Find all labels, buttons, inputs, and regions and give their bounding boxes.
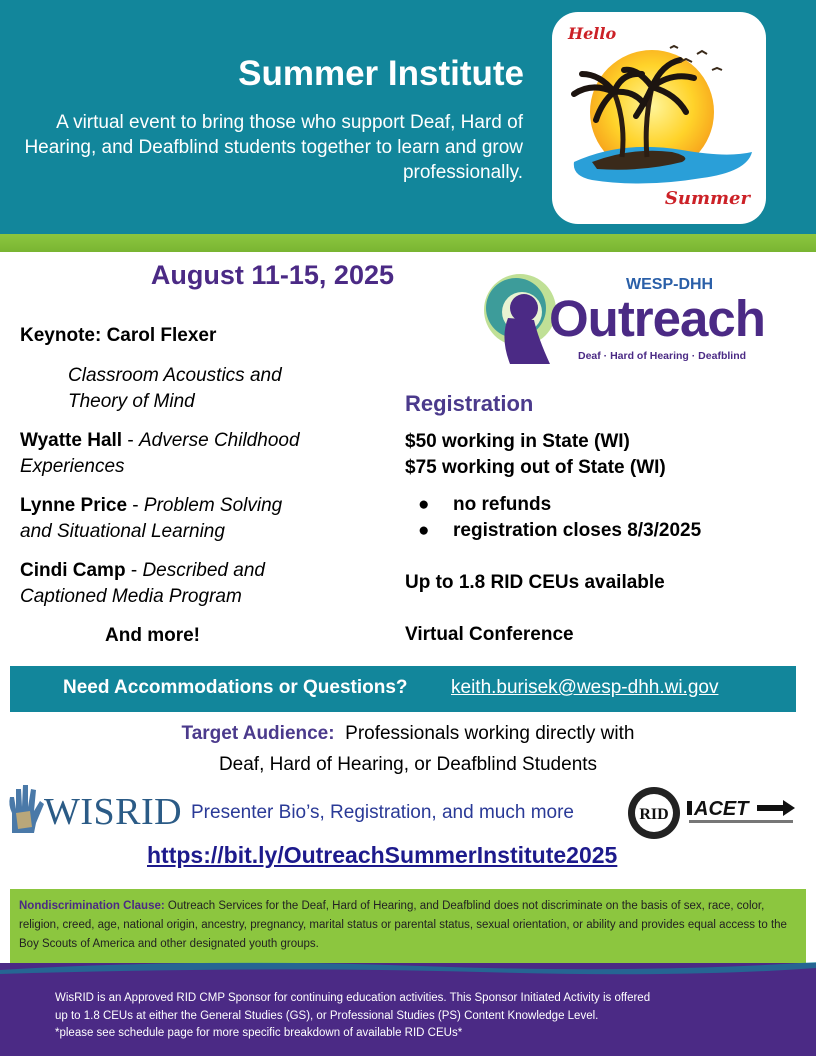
logo-tagline: Deaf · Hard of Hearing · Deafblind [578,350,747,362]
summer-label: Summer [664,188,750,209]
footer-line: *please see schedule page for more specific breakdown of available RID CEUs* [55,1027,463,1039]
price-in-state: $50 working in State (WI) [405,431,630,452]
page-subtitle: A virtual event to bring those who support Deaf, Hard of Hearing, and Deafblind students together to learn and grow professionally. [24,112,523,183]
rid-seal-icon [627,786,681,840]
target-audience-label: Target Audience: [181,723,335,744]
list-item: ● no refunds [418,494,552,515]
list-item: ● registration closes 8/3/2025 [418,520,702,541]
registration-heading: Registration [405,391,534,416]
contact-email-link[interactable]: keith.burisek@wesp-dhh.wi.gov [451,677,719,698]
rid-seal-label: RID [639,806,669,823]
keynote-speaker: Keynote: Carol Flexer [20,325,217,346]
event-dates: August 11-15, 2025 [150,260,394,290]
speaker-name: Wyatte Hall [20,430,123,451]
wisrid-hand-icon [4,783,44,835]
header-banner [0,0,816,234]
logo-org-label: WESP-DHH [626,276,714,293]
green-divider [0,234,816,252]
keynote-topic: Classroom Acoustics and Theory of Mind [68,365,282,412]
price-out-of-state: $75 working out of State (WI) [405,457,666,478]
hello-summer-badge [552,12,766,224]
accommodations-question: Need Accommodations or Questions? [63,677,408,698]
target-audience-line1: Professionals working directly with [345,723,635,744]
speaker-item: Wyatte Hall - Adverse Childhood Experiences [20,430,300,477]
speaker-topic: Problem Solving and Situational Learning [20,495,283,542]
speaker-item: Lynne Price - Problem Solving and Situational Learning [20,495,283,542]
speaker-item: Cindi Camp - Described and Captioned Media Program [20,560,265,607]
target-audience-line2: Deaf, Hard of Hearing, or Deafblind Students [218,754,598,775]
speaker-name: Cindi Camp [20,560,126,581]
footer-wave [0,952,816,982]
accommodations-bar [10,666,796,712]
registration-url-link[interactable]: https://bit.ly/OutreachSummerInstitute2025 [147,842,618,868]
ceus-available: Up to 1.8 RID CEUs available [405,572,665,593]
presenter-info-text: Presenter Bio’s, Registration, and much more [191,802,574,823]
wisrid-logo: WISRID [44,791,183,833]
logo-wordmark: Outreach [549,290,765,347]
nondiscrimination-text: Outreach Services for the Deaf, Hard of Hearing, and Deafblind does not discriminate on the basis of sex, race, color, religion, creed, age, national origin, ancestry, pregnancy, marital status or parental status, sexual orientation, or ability and provides equal access to the Boy Scouts of America and other designated youth groups. [19,900,787,950]
acet-logo-icon [687,793,797,827]
nondiscrimination-label: Nondiscrimination Clause: [19,900,165,912]
acet-label: ACET [694,798,749,820]
hello-label: Hello [568,24,617,43]
speaker-topic: Described and Captioned Media Program [20,560,265,607]
page-title: Summer Institute [238,54,524,93]
event-format: Virtual Conference [405,624,574,645]
footer-line: WisRID is an Approved RID CMP Sponsor for continuing education activities. This Sponsor Initiated Activity is offered [55,992,651,1004]
footer-line: up to 1.8 CEUs at either the General Studies (GS), or Professional Studies (PS) Content Knowledge Level. [55,1009,599,1022]
and-more-text: And more! [105,625,200,646]
target-audience [0,718,816,749]
speaker-topic: Adverse Childhood Experiences [20,430,300,477]
speaker-name: Lynne Price [20,495,128,516]
footer-text [55,990,775,1043]
